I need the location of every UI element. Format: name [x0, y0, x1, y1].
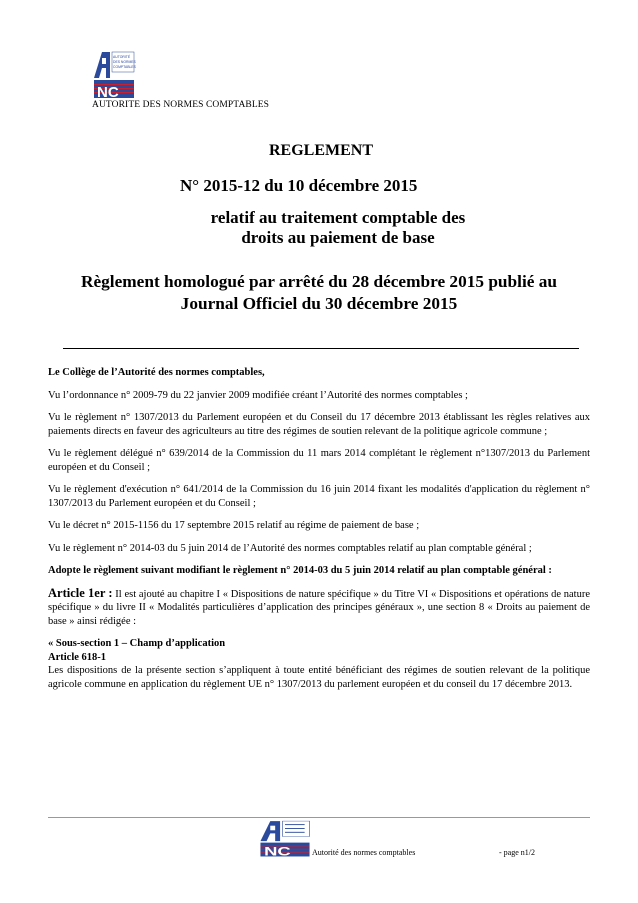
svg-text:NC: NC	[97, 84, 119, 100]
regulation-subject: relatif au traitement comptable des droits au paiement de base	[210, 208, 466, 247]
homologation-notice: Règlement homologué par arrêté du 28 décembre 2015 publié au Journal Officiel du 30 décembre 2015	[81, 272, 557, 313]
vu-paragraph: Vu le règlement d'exécution n° 641/2014 de la Commission du 16 juin 2014 fixant les modalités d'application du règlement n° 1307/2013 du Parlement européen et du Conseil ;	[48, 484, 590, 509]
vu-paragraph: Vu l’ordonnance n° 2009-79 du 22 janvier 2009 modifiée créant l’Autorité des normes comptables ;	[48, 389, 468, 401]
regulation-number: N° 2015-12 du 10 décembre 2015	[180, 176, 418, 195]
logo-caption: AUTORITE DES NORMES COMPTABLES	[92, 100, 270, 110]
footer-authority: Autorité des normes comptables	[312, 848, 416, 857]
svg-text:DES NORMES: DES NORMES	[113, 60, 136, 64]
footer-page-number: - page n1/2	[499, 848, 535, 857]
adoption-statement: Adopte le règlement suivant modifiant le règlement n° 2014-03 du 5 juin 2014 relatif au plan comptable général :	[48, 565, 552, 576]
vu-paragraph: Vu le règlement n° 2014-03 du 5 juin 2014 de l’Autorité des normes comptables relatif au plan comptable général ;	[48, 542, 532, 554]
anc-logo	[92, 48, 136, 100]
article-618-text: Les dispositions de la présente section s’appliquent à toute entité bénéficiant des régimes de soutien relevant de la politique agricole commune en application du règlement UE n° 1307/2013 du parlement européen et du conseil du 17 décembre 2013.	[48, 665, 590, 690]
vu-paragraph: Vu le règlement n° 1307/2013 du Parlement européen et du Conseil du 17 décembre 2013 établissant les règles relatives aux paiements directs en faveur des agriculteurs au titre des régimes de soutien relevant de la politique agricole commune ;	[48, 412, 590, 437]
footer-divider	[48, 817, 590, 818]
vu-paragraph: Vu le décret n° 2015-1156 du 17 septembre 2015 relatif au régime de paiement de base ;	[48, 520, 420, 531]
article-1-text: Il est ajouté au chapitre I « Dispositions de nature spécifique » du Titre VI « Dispositions et opérations de nature spécifique » du livre II « Modalités particulières d’application des principes généraux », une section 8 « Droits au paiement de base » ainsi rédigée :	[48, 588, 590, 627]
logo-small-text: AUTORITÉ	[113, 55, 131, 59]
title-divider	[63, 348, 579, 349]
article-1	[48, 587, 590, 629]
article-618-heading: Article 618-1	[48, 651, 107, 663]
svg-text:COMPTABLES: COMPTABLES	[113, 65, 136, 69]
college-heading: Le Collège de l’Autorité des normes comptables,	[48, 367, 265, 378]
document-type-title: REGLEMENT	[268, 142, 373, 159]
article-1-label: Article 1er :	[48, 585, 113, 600]
vu-paragraph: Vu le règlement délégué n° 639/2014 de la Commission du 11 mars 2014 complétant le règlement n°1307/2013 du Parlement européen et du Conseil ;	[48, 448, 590, 473]
sous-section-heading: « Sous-section 1 – Champ d’application	[48, 638, 226, 649]
document-body	[48, 366, 590, 700]
svg-text:NC: NC	[264, 845, 291, 858]
footer-anc-logo	[258, 818, 312, 858]
